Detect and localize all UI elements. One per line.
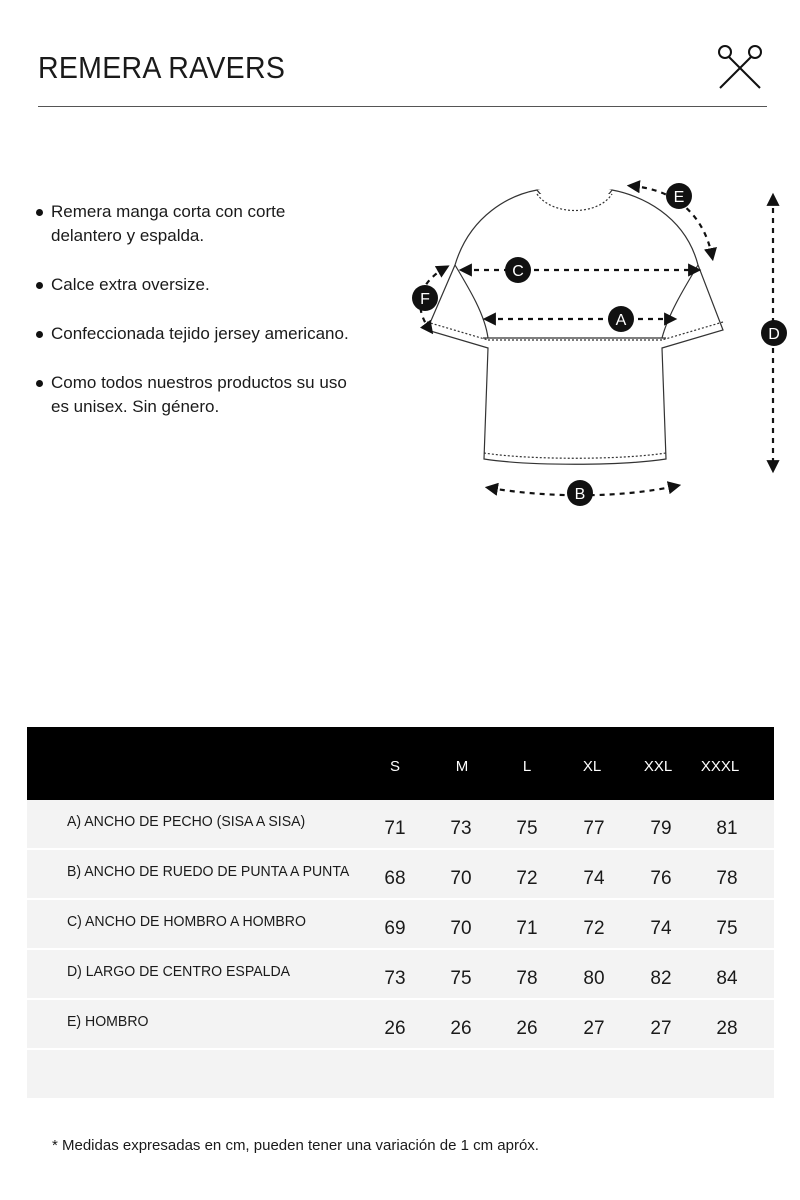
table-row: [27, 850, 774, 898]
size-table-header: [27, 727, 774, 800]
marker-label: A: [615, 312, 627, 329]
tshirt-outline: [427, 190, 723, 464]
row-label: A) ANCHO DE PECHO (SISA A SISA): [67, 813, 306, 830]
size-header: XXL: [643, 758, 673, 775]
table-cell: 72: [583, 918, 605, 939]
row-label: C) ANCHO DE HOMBRO A HOMBRO: [67, 913, 306, 930]
table-cell: 77: [583, 818, 605, 839]
table-cell: 82: [650, 968, 672, 989]
table-cell: 75: [450, 968, 472, 989]
table-cell: 74: [650, 918, 672, 939]
marker-F: [412, 285, 438, 311]
footnote: * Medidas expresadas en cm, pueden tener una variación de 1 cm apróx.: [52, 1137, 539, 1154]
size-header: L: [522, 758, 532, 775]
table-cell: 28: [716, 1018, 738, 1039]
table-cell: 74: [583, 868, 605, 889]
marker-label: C: [512, 263, 524, 280]
size-header: XXXL: [700, 758, 740, 775]
feature-item: Remera manga corta con corte delantero y espalda.: [36, 200, 356, 248]
marker-label: B: [574, 486, 586, 503]
table-cell: 69: [384, 918, 406, 939]
table-cell: 75: [516, 818, 538, 839]
table-cell: 73: [384, 968, 406, 989]
table-cell: 78: [516, 968, 538, 989]
marker-D: [761, 320, 787, 346]
marker-label: D: [768, 326, 780, 343]
table-cell: 27: [583, 1018, 605, 1039]
table-row: [27, 800, 774, 848]
table-cell: 72: [516, 868, 538, 889]
table-cell: 73: [450, 818, 472, 839]
feature-item: Calce extra oversize.: [36, 273, 356, 297]
table-cell: 27: [650, 1018, 672, 1039]
table-cell: 70: [450, 918, 472, 939]
marker-A: [608, 306, 634, 332]
table-row: [27, 1000, 774, 1048]
table-cell: 70: [450, 868, 472, 889]
table-cell: 71: [384, 818, 406, 839]
marker-B: [567, 480, 593, 506]
table-cell: 26: [516, 1018, 538, 1039]
table-cell: 81: [716, 818, 738, 839]
table-cell: 79: [650, 818, 672, 839]
size-header: S: [389, 758, 400, 775]
marker-label: F: [420, 291, 430, 308]
row-label: D) LARGO DE CENTRO ESPALDA: [67, 963, 291, 980]
size-header: XL: [582, 758, 602, 775]
marker-E: [666, 183, 692, 209]
scissors-icon: [712, 40, 768, 92]
table-cell: 78: [716, 868, 738, 889]
table-row: [27, 950, 774, 998]
tshirt-measurement-diagram: [400, 170, 800, 520]
table-cell: 75: [716, 918, 738, 939]
table-cell: 68: [384, 868, 406, 889]
marker-label: E: [673, 189, 685, 206]
table-cell: 80: [583, 968, 605, 989]
size-header: M: [455, 758, 469, 775]
marker-C: [505, 257, 531, 283]
row-label: E) HOMBRO: [67, 1013, 149, 1030]
feature-item: Como todos nuestros productos su uso es unisex. Sin género.: [36, 371, 356, 419]
table-row: [27, 900, 774, 948]
feature-list: [36, 200, 356, 444]
header-divider: [38, 106, 767, 107]
table-row-empty: [27, 1050, 774, 1098]
table-cell: 26: [450, 1018, 472, 1039]
table-cell: 71: [516, 918, 538, 939]
row-label: B) ANCHO DE RUEDO DE PUNTA A PUNTA: [67, 863, 350, 880]
feature-item: Confeccionada tejido jersey americano.: [36, 322, 356, 346]
table-cell: 84: [716, 968, 738, 989]
size-table: [27, 727, 774, 1098]
table-cell: 26: [384, 1018, 406, 1039]
table-cell: 76: [650, 868, 672, 889]
page-title: REMERA RAVERS: [38, 50, 286, 85]
